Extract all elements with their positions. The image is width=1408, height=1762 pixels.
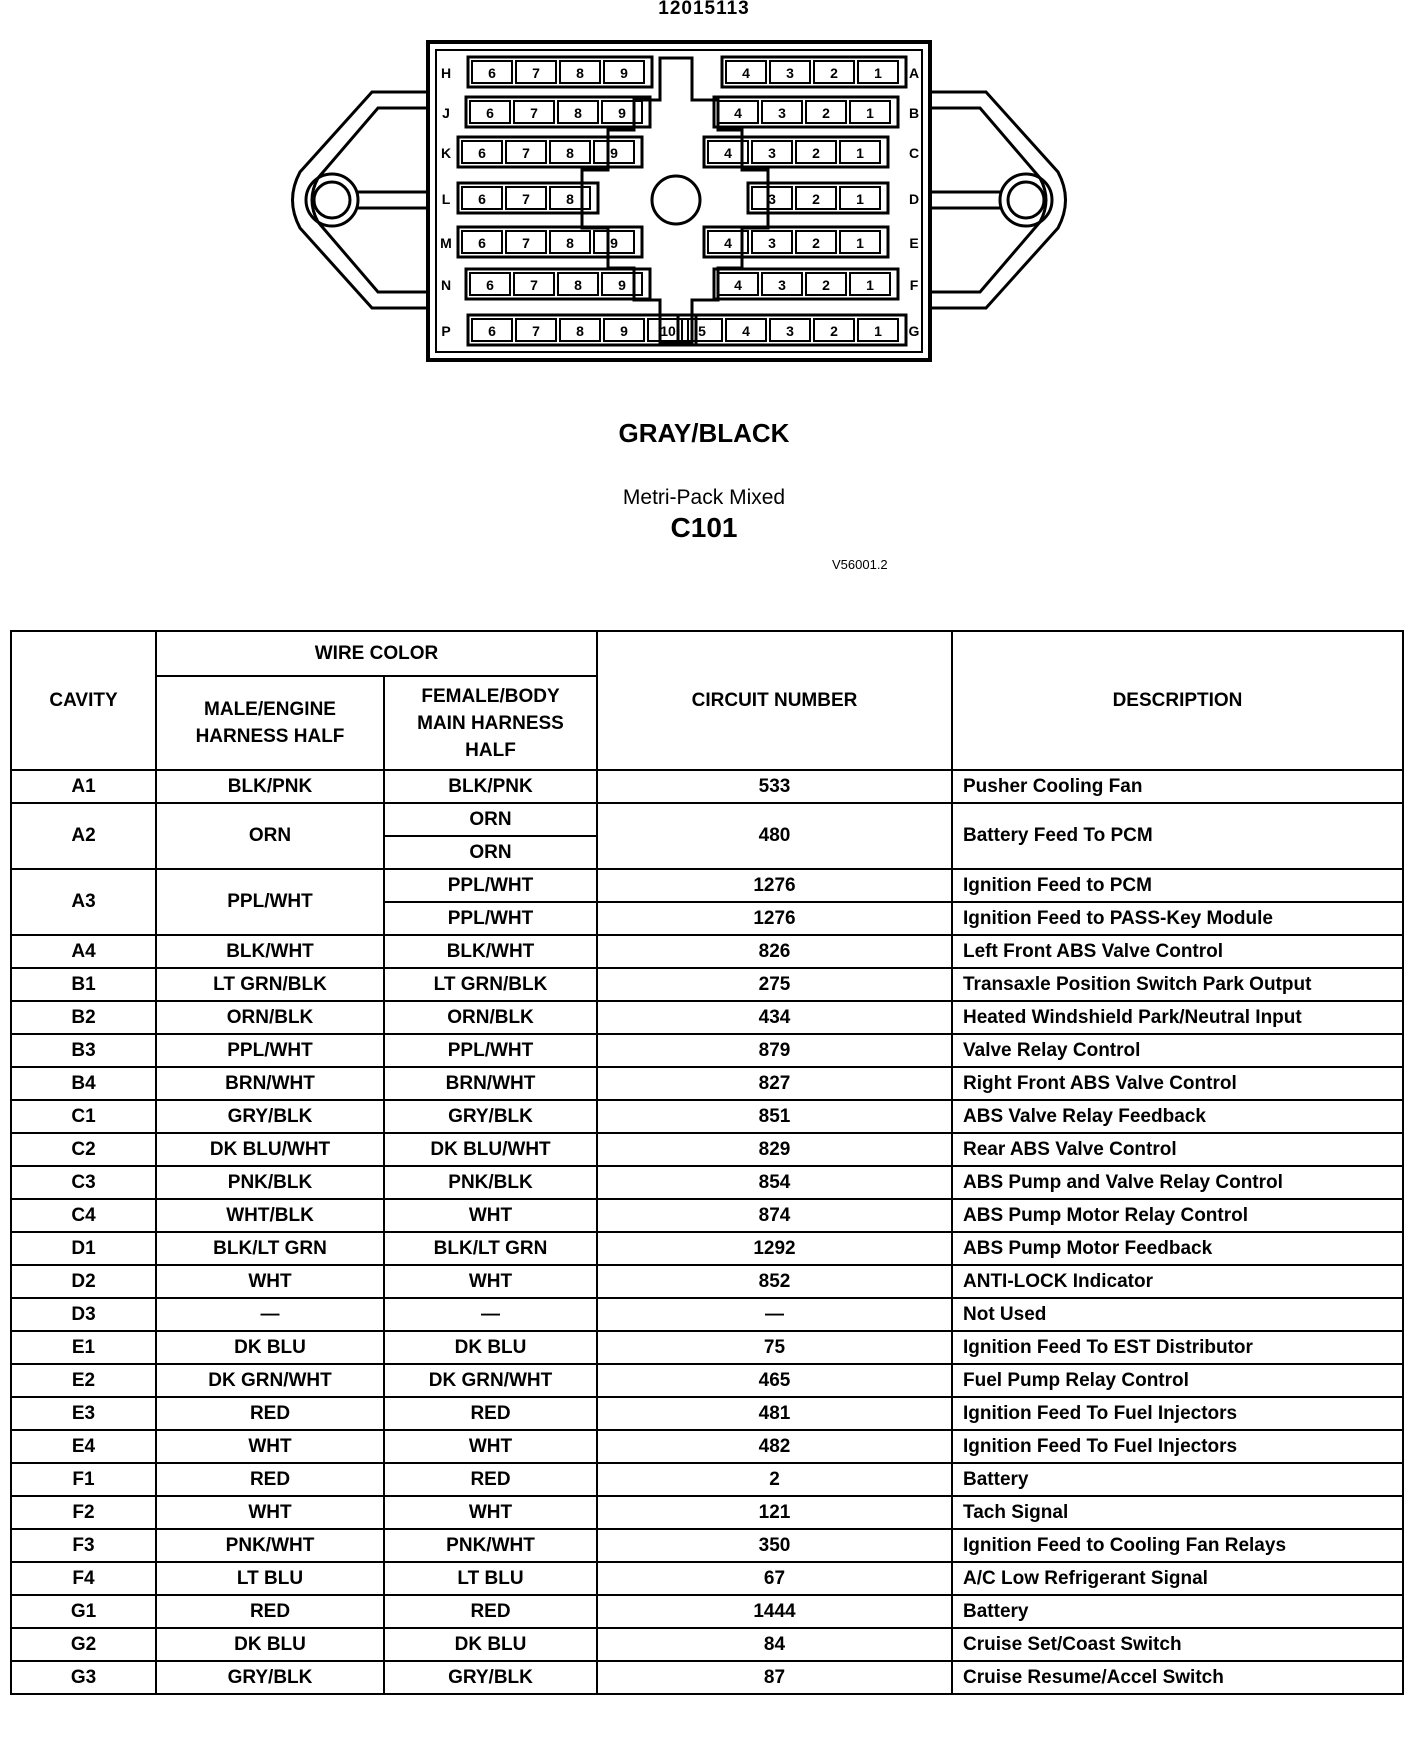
female-color-cell: WHT (384, 1265, 597, 1298)
pin-number: 4 (734, 105, 742, 121)
pin-number: 6 (486, 277, 494, 293)
male-color-cell: DK BLU (156, 1331, 384, 1364)
female-color-cell: RED (384, 1397, 597, 1430)
description-cell: ANTI-LOCK Indicator (952, 1265, 1403, 1298)
pin-number: 7 (522, 145, 530, 161)
description-cell: Rear ABS Valve Control (952, 1133, 1403, 1166)
description-cell: Fuel Pump Relay Control (952, 1364, 1403, 1397)
table-row (11, 1067, 1403, 1100)
cavity-cell: B1 (11, 968, 156, 1001)
pin-number: 2 (830, 65, 838, 81)
circuit-cell: 275 (597, 968, 952, 1001)
female-color-cell: BLK/LT GRN (384, 1232, 597, 1265)
male-color-cell: — (156, 1298, 384, 1331)
connector-color-label: GRAY/BLACK (618, 418, 790, 448)
table-row (11, 1562, 1403, 1595)
circuit-cell: 481 (597, 1397, 952, 1430)
pin-number: 1 (866, 277, 874, 293)
description-cell: Ignition Feed To Fuel Injectors (952, 1397, 1403, 1430)
cavity-row-label: K (440, 145, 452, 161)
cavity-cell: F3 (11, 1529, 156, 1562)
cavity-cell: B4 (11, 1067, 156, 1100)
male-color-cell: BLK/WHT (156, 935, 384, 968)
female-color-cell: RED (384, 1463, 597, 1496)
female-color-cell: PPL/WHT (384, 869, 597, 902)
circuit-cell: 465 (597, 1364, 952, 1397)
female-color-cell: BRN/WHT (384, 1067, 597, 1100)
pin-number: 8 (574, 277, 582, 293)
right-mount-ear (928, 92, 1066, 308)
female-color-cell: BLK/PNK (384, 770, 597, 803)
male-color-cell: WHT (156, 1265, 384, 1298)
male-color-cell: ORN/BLK (156, 1001, 384, 1034)
pin-number: 6 (478, 235, 486, 251)
female-color-cell: LT BLU (384, 1562, 597, 1595)
pin-number: 4 (742, 65, 750, 81)
cavity-cell: D3 (11, 1298, 156, 1331)
pin-number: 2 (812, 191, 820, 207)
female-color-cell: DK GRN/WHT (384, 1364, 597, 1397)
circuit-cell: 1292 (597, 1232, 952, 1265)
circuit-cell: 350 (597, 1529, 952, 1562)
pin-number: 9 (618, 277, 626, 293)
pin-number: 7 (532, 65, 540, 81)
header-description: DESCRIPTION (952, 631, 1403, 770)
description-cell: Ignition Feed to PASS-Key Module (952, 902, 1403, 935)
pin-number: 7 (532, 323, 540, 339)
connector-diagram (0, 0, 1408, 400)
male-color-cell: DK BLU (156, 1628, 384, 1661)
female-color-cell: PNK/BLK (384, 1166, 597, 1199)
table-row (11, 1496, 1403, 1529)
description-cell: ABS Pump Motor Feedback (952, 1232, 1403, 1265)
cavity-cell: D2 (11, 1265, 156, 1298)
description-cell: Ignition Feed to Cooling Fan Relays (952, 1529, 1403, 1562)
description-cell: Not Used (952, 1298, 1403, 1331)
male-color-cell: PPL/WHT (156, 869, 384, 935)
female-color-cell: — (384, 1298, 597, 1331)
circuit-cell: 121 (597, 1496, 952, 1529)
cavity-cell: G3 (11, 1661, 156, 1694)
connector-id: C101 (670, 512, 738, 543)
cavity-cell: E3 (11, 1397, 156, 1430)
circuit-cell: 533 (597, 770, 952, 803)
pin-number: 6 (478, 145, 486, 161)
cavity-row-label: L (441, 191, 451, 207)
pin-number: 8 (576, 323, 584, 339)
cavity-cell: C3 (11, 1166, 156, 1199)
pin-number: 2 (812, 145, 820, 161)
male-color-cell: LT GRN/BLK (156, 968, 384, 1001)
pin-number: 3 (778, 277, 786, 293)
description-cell: Cruise Set/Coast Switch (952, 1628, 1403, 1661)
circuit-cell: 2 (597, 1463, 952, 1496)
circuit-cell: 854 (597, 1166, 952, 1199)
pin-number: 5 (698, 323, 706, 339)
male-color-cell: BRN/WHT (156, 1067, 384, 1100)
pin-number: 9 (610, 235, 618, 251)
cavity-row-label: M (440, 235, 452, 251)
female-color-cell: BLK/WHT (384, 935, 597, 968)
header-wire-color: WIRE COLOR (156, 631, 597, 676)
male-color-cell: BLK/PNK (156, 770, 384, 803)
pinout-table-wrapper (10, 630, 1402, 1695)
pin-number: 9 (610, 145, 618, 161)
table-row (11, 1232, 1403, 1265)
female-color-cell: PPL/WHT (384, 1034, 597, 1067)
table-row (11, 1397, 1403, 1430)
pin-number: 8 (566, 235, 574, 251)
male-color-cell: DK BLU/WHT (156, 1133, 384, 1166)
male-color-cell: PPL/WHT (156, 1034, 384, 1067)
cavity-cell: C2 (11, 1133, 156, 1166)
cavity-cell: A4 (11, 935, 156, 968)
pin-number: 7 (530, 105, 538, 121)
cavity-cell: E4 (11, 1430, 156, 1463)
table-row (11, 1166, 1403, 1199)
table-row (11, 968, 1403, 1001)
female-color-cell: ORN (384, 836, 597, 869)
pin-number: 8 (576, 65, 584, 81)
table-row (11, 1100, 1403, 1133)
connector-housing-outer (428, 42, 930, 360)
description-cell: Battery (952, 1595, 1403, 1628)
cavity-cell: F1 (11, 1463, 156, 1496)
male-color-cell: DK GRN/WHT (156, 1364, 384, 1397)
male-color-cell: GRY/BLK (156, 1100, 384, 1133)
male-color-cell: PNK/BLK (156, 1166, 384, 1199)
table-row (11, 1661, 1403, 1694)
description-cell: Ignition Feed To Fuel Injectors (952, 1430, 1403, 1463)
female-color-cell: DK BLU (384, 1628, 597, 1661)
description-cell: ABS Pump Motor Relay Control (952, 1199, 1403, 1232)
female-color-cell: RED (384, 1595, 597, 1628)
table-row (11, 1529, 1403, 1562)
circuit-cell: 874 (597, 1199, 952, 1232)
header-female-half: FEMALE/BODY MAIN HARNESS HALF (384, 676, 597, 770)
male-color-cell: LT BLU (156, 1562, 384, 1595)
pin-number: 4 (724, 235, 732, 251)
circuit-cell: 827 (597, 1067, 952, 1100)
cavity-cell: A3 (11, 869, 156, 935)
description-cell: Battery Feed To PCM (952, 803, 1403, 869)
female-color-cell: WHT (384, 1496, 597, 1529)
description-cell: Ignition Feed to PCM (952, 869, 1403, 902)
description-cell: Battery (952, 1463, 1403, 1496)
female-color-cell: GRY/BLK (384, 1661, 597, 1694)
pin-number: 2 (812, 235, 820, 251)
cavity-row-label: P (441, 323, 451, 339)
female-color-cell: LT GRN/BLK (384, 968, 597, 1001)
female-color-cell: PNK/WHT (384, 1529, 597, 1562)
pin-number: 1 (874, 65, 882, 81)
female-color-cell: WHT (384, 1199, 597, 1232)
pinout-table (10, 630, 1404, 1695)
male-color-cell: GRY/BLK (156, 1661, 384, 1694)
pin-number: 1 (856, 191, 864, 207)
table-row (11, 1463, 1403, 1496)
cavity-cell: A1 (11, 770, 156, 803)
male-color-cell: ORN (156, 803, 384, 869)
pin-number: 9 (620, 65, 628, 81)
description-cell: Transaxle Position Switch Park Output (952, 968, 1403, 1001)
circuit-cell: 482 (597, 1430, 952, 1463)
pin-number: 2 (822, 277, 830, 293)
cavity-cell: F2 (11, 1496, 156, 1529)
table-row (11, 1199, 1403, 1232)
female-color-cell: DK BLU (384, 1331, 597, 1364)
cavity-cell: G2 (11, 1628, 156, 1661)
female-color-cell: DK BLU/WHT (384, 1133, 597, 1166)
cavity-cell: C1 (11, 1100, 156, 1133)
left-mount-ear (293, 92, 431, 308)
table-row (11, 803, 1403, 836)
pin-number: 7 (530, 277, 538, 293)
pin-number: 8 (566, 145, 574, 161)
cavity-row-label: F (909, 277, 919, 293)
pin-number: 3 (786, 323, 794, 339)
male-color-cell: WHT (156, 1496, 384, 1529)
pin-number: 7 (522, 191, 530, 207)
cavity-row-label: N (440, 277, 452, 293)
pin-number: 4 (724, 145, 732, 161)
circuit-cell: 826 (597, 935, 952, 968)
pin-number: 1 (874, 323, 882, 339)
description-cell: ABS Valve Relay Feedback (952, 1100, 1403, 1133)
cavity-cell: B3 (11, 1034, 156, 1067)
male-color-cell: RED (156, 1397, 384, 1430)
table-row (11, 1430, 1403, 1463)
male-color-cell: BLK/LT GRN (156, 1232, 384, 1265)
pin-number: 2 (822, 105, 830, 121)
center-bolt-hole (652, 176, 700, 224)
pin-number: 6 (486, 105, 494, 121)
pin-number: 4 (742, 323, 750, 339)
cavity-cell: B2 (11, 1001, 156, 1034)
pin-number: 3 (778, 105, 786, 121)
cavity-cell: G1 (11, 1595, 156, 1628)
header-cavity: CAVITY (11, 631, 156, 770)
male-color-cell: RED (156, 1595, 384, 1628)
cavity-cell: A2 (11, 803, 156, 869)
header-male-half: MALE/ENGINE HARNESS HALF (156, 676, 384, 770)
table-row (11, 1628, 1403, 1661)
table-row (11, 1133, 1403, 1166)
cavity-row-label: G (908, 323, 920, 339)
cavity-row-label: E (909, 235, 919, 251)
cavity-row-label: C (908, 145, 920, 161)
connector-housing-inner (436, 50, 922, 352)
part-number: 12015113 (658, 0, 750, 19)
pin-number: 7 (522, 235, 530, 251)
pin-number: 2 (830, 323, 838, 339)
circuit-cell: 879 (597, 1034, 952, 1067)
pin-number: 3 (768, 235, 776, 251)
pin-number: 1 (866, 105, 874, 121)
connector-type-label: Metri-Pack Mixed (622, 486, 786, 509)
pin-number: 6 (488, 65, 496, 81)
male-color-cell: WHT (156, 1430, 384, 1463)
male-color-cell: PNK/WHT (156, 1529, 384, 1562)
table-row (11, 770, 1403, 803)
circuit-cell: 1444 (597, 1595, 952, 1628)
table-row (11, 1265, 1403, 1298)
pin-number: 3 (786, 65, 794, 81)
circuit-cell: 851 (597, 1100, 952, 1133)
description-cell: Left Front ABS Valve Control (952, 935, 1403, 968)
table-row (11, 1364, 1403, 1397)
description-cell: A/C Low Refrigerant Signal (952, 1562, 1403, 1595)
pin-number: 4 (734, 277, 742, 293)
male-color-cell: WHT/BLK (156, 1199, 384, 1232)
circuit-cell: 1276 (597, 902, 952, 935)
cavity-row-label: B (908, 105, 920, 121)
female-color-cell: ORN/BLK (384, 1001, 597, 1034)
circuit-cell: 84 (597, 1628, 952, 1661)
pin-number: 6 (478, 191, 486, 207)
pin-number: 3 (768, 191, 776, 207)
pin-number: 9 (620, 323, 628, 339)
male-color-cell: RED (156, 1463, 384, 1496)
pin-number: 9 (618, 105, 626, 121)
circuit-cell: 87 (597, 1661, 952, 1694)
description-cell: Cruise Resume/Accel Switch (952, 1661, 1403, 1694)
cavity-cell: E1 (11, 1331, 156, 1364)
description-cell: ABS Pump and Valve Relay Control (952, 1166, 1403, 1199)
table-row (11, 1001, 1403, 1034)
circuit-cell: 480 (597, 803, 952, 869)
circuit-cell: — (597, 1298, 952, 1331)
cavity-cell: F4 (11, 1562, 156, 1595)
female-color-cell: GRY/BLK (384, 1100, 597, 1133)
pin-number: 3 (768, 145, 776, 161)
pin-number: 10 (660, 323, 676, 339)
table-row (11, 935, 1403, 968)
female-color-cell: WHT (384, 1430, 597, 1463)
cavity-row-label: J (442, 105, 450, 121)
table-row (11, 1595, 1403, 1628)
cavity-row-label: A (908, 65, 920, 81)
description-cell: Ignition Feed To EST Distributor (952, 1331, 1403, 1364)
pin-number: 1 (856, 235, 864, 251)
circuit-cell: 434 (597, 1001, 952, 1034)
table-row (11, 1034, 1403, 1067)
circuit-cell: 852 (597, 1265, 952, 1298)
description-cell: Tach Signal (952, 1496, 1403, 1529)
female-color-cell: ORN (384, 803, 597, 836)
table-row (11, 1331, 1403, 1364)
pin-number: 1 (856, 145, 864, 161)
cavity-cell: C4 (11, 1199, 156, 1232)
pin-number: 8 (574, 105, 582, 121)
circuit-cell: 67 (597, 1562, 952, 1595)
description-cell: Valve Relay Control (952, 1034, 1403, 1067)
female-color-cell: PPL/WHT (384, 902, 597, 935)
cavity-cell: E2 (11, 1364, 156, 1397)
description-cell: Heated Windshield Park/Neutral Input (952, 1001, 1403, 1034)
description-cell: Right Front ABS Valve Control (952, 1067, 1403, 1100)
table-row (11, 1298, 1403, 1331)
description-cell: Pusher Cooling Fan (952, 770, 1403, 803)
cavity-row-label: H (440, 65, 452, 81)
cavity-row-label: D (908, 191, 920, 207)
pin-number: 8 (566, 191, 574, 207)
pin-number: 6 (488, 323, 496, 339)
cavity-cell: D1 (11, 1232, 156, 1265)
circuit-cell: 1276 (597, 869, 952, 902)
reference-code: V56001.2 (832, 557, 888, 572)
circuit-cell: 829 (597, 1133, 952, 1166)
header-circuit-number: CIRCUIT NUMBER (597, 631, 952, 770)
circuit-cell: 75 (597, 1331, 952, 1364)
table-row (11, 869, 1403, 902)
